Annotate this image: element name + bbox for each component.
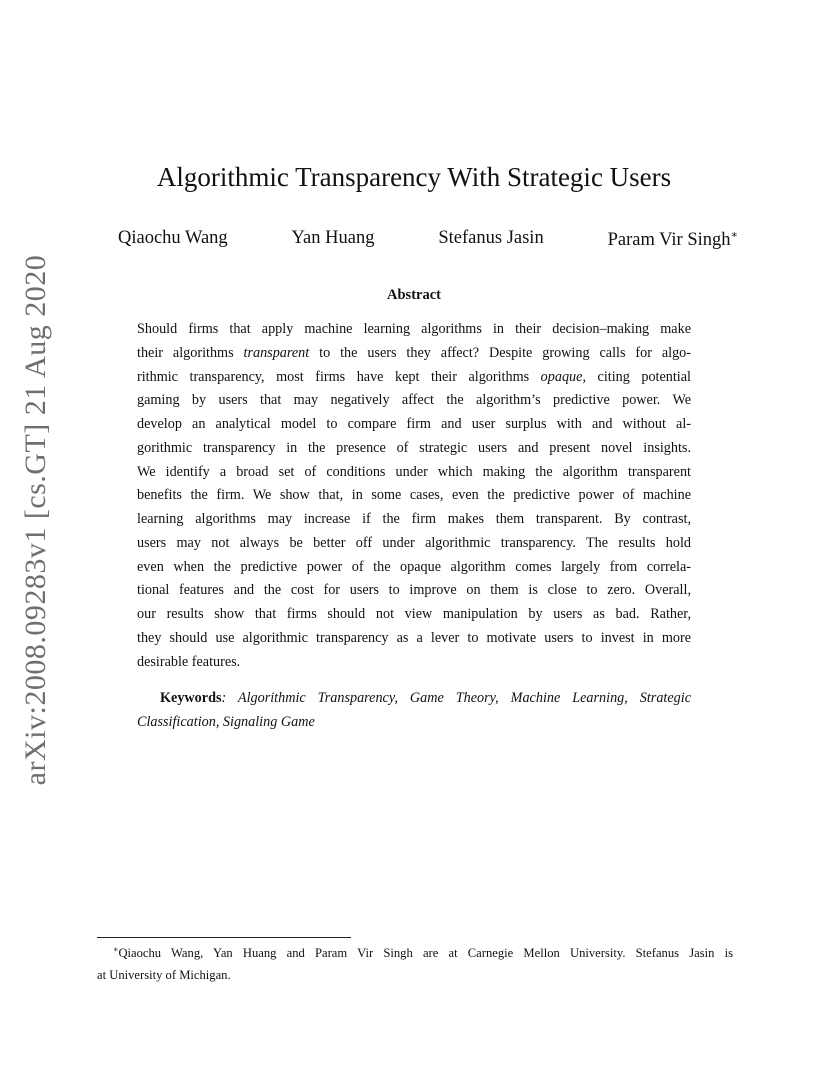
footnote-rule (97, 937, 351, 938)
footnote-mark: ∗ (730, 229, 738, 241)
abstract-body (137, 318, 691, 674)
author-name: Param Vir Singh (607, 230, 731, 251)
abstract-line: even when the predictive power of the opaque algorithm comes largely from correla- (137, 558, 691, 575)
footnote-line (97, 939, 733, 964)
author-name-with-mark (608, 228, 738, 251)
abstract-line: Should firms that apply machine learning algorithms in their decision–making make (137, 321, 691, 337)
arxiv-identifier-text: arXiv:2008.09283v1 [cs.GT] 21 Aug 2020 (19, 254, 52, 786)
abstract-line: learning algorithms may increase if the firm makes them transparent. By contrast, (137, 511, 691, 527)
footnote-line: at University of Michigan. (97, 968, 231, 983)
abstract-line: their algorithms transparent to the users they affect? Despite growing calls for algo- (137, 344, 692, 361)
author-name: Qiaochu Wang (118, 228, 228, 248)
keywords-label: Keywords (160, 690, 222, 706)
abstract-line: tional features and the cost for users to improve on them is close to zero. Overall, (137, 582, 691, 599)
abstract-line: users may not always be better off under algorithmic transparency. The results hold (137, 534, 691, 551)
author-name: Stefanus Jasin (438, 228, 544, 248)
keywords-line (137, 686, 691, 710)
paper-title: Algorithmic Transparency With Strategic Users (156, 162, 672, 192)
footnote (97, 939, 733, 986)
abstract-line: gorithmic transparency in the presence of strategic users and present novel insights. (137, 439, 691, 456)
abstract-line: We identify a broad set of conditions under which making the algorithm transparent (137, 463, 691, 480)
abstract-line: desirable features. (137, 653, 241, 670)
keywords-block (137, 686, 691, 734)
abstract-line: they should use algorithmic transparency as a lever to motivate users to invest in more (137, 629, 691, 646)
abstract-line: benefits the firm. We show that, in some cases, even the predictive power of machine (137, 487, 691, 504)
abstract-line: rithmic transparency, most firms have kept their algorithms opaque, citing potential (137, 368, 691, 385)
author-name: Yan Huang (291, 228, 375, 248)
emphasized-term: transparent (243, 344, 310, 361)
footnote-mark: ∗ (113, 945, 119, 954)
abstract-heading: Abstract (387, 287, 441, 303)
abstract-line: develop an analytical model to compare firm and user surplus with and without al- (137, 416, 691, 432)
abstract-line: gaming by users that may negatively affect the algorithm’s predictive power. We (137, 392, 691, 409)
author-list (118, 228, 738, 251)
abstract-line: our results show that firms should not view manipulation by users as bad. Rather, (137, 606, 691, 622)
footnote-text: Qiaochu Wang, Yan Huang and Param Vir Singh are at Carnegie Mellon University. Stefanus Jasin is (118, 946, 733, 961)
keywords-list: : Algorithmic Transparency, Game Theory, Machine Learning, Strategic (221, 690, 691, 706)
emphasized-term: opaque (540, 368, 583, 385)
keywords-line: Classification, Signaling Game (137, 714, 315, 730)
